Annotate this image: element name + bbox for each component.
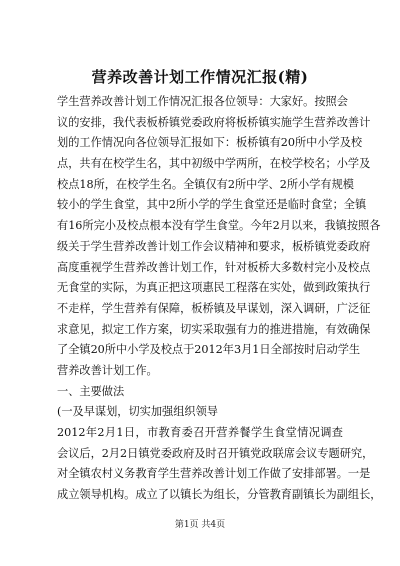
text-line: 了全镇20所中小学及校点于2012年3月1日全部按时启动学生 (57, 343, 361, 357)
text-line: 学生营养改善计划工作情况汇报各位领导：大家好。按照会 (57, 95, 348, 108)
text-line: 对全镇农村义务教育学生营养改善计划工作做了安排部署。一是 (57, 467, 371, 481)
text-line: 营养改善计划工作。 (57, 363, 158, 377)
text-line: 级关于学生营养改善计划工作会议精神和要求，板桥镇党委政府 (57, 239, 371, 253)
text-line: 求意见，拟定工作方案，切实采取强有力的推进措施，有效确保 (57, 322, 371, 336)
text-line: 议的安排，我代表板桥镇党委政府将板桥镇实施学生营养改善计 (57, 115, 371, 129)
text-line: 成立领导机构。成立了以镇长为组长，分管教育副镇长为副组长， (57, 488, 382, 502)
text-line: 不走样，学生营养有保障，板桥镇及早谋划，深入调研，广泛征 (57, 301, 371, 315)
text-line: 2012年2月1日，市教育委召开营养餐学生食堂情况调查 (57, 426, 343, 439)
document-title: 营养改善计划工作情况汇报(精) (91, 68, 309, 86)
text-line: 有16所完小及校点根本没有学生食堂。今年2月以来，我镇按照各 (57, 219, 381, 233)
text-line: 点，共有在校学生名，其中初级中学两所，在校学校名；小学及 (57, 157, 371, 171)
document-body (57, 92, 382, 506)
text-line: 校点18所，在校学生名。全镇仅有2所中学、2所小学有规模 (57, 177, 354, 191)
page-footer: 第1页 共4页 (174, 520, 226, 530)
text-line: 高度重视学生营养改善计划工作，针对板桥大多数村完小及校点 (57, 260, 371, 274)
text-line: (一及早谋划，切实加强组织领导 (57, 405, 218, 419)
text-line: 会议后，2月2日镇党委政府及时召开镇党政联席会议专题研究， (57, 446, 374, 460)
text-line: 一、主要做法 (57, 384, 125, 398)
text-line: 较小的学生食堂，其中2所小学的学生食堂还是临时食堂；全镇 (57, 198, 367, 212)
text-line: 划的工作情况向各位领导汇报如下：板桥镇有20所中小学及校 (57, 136, 363, 150)
text-line: 无食堂的实际，为真正把这项惠民工程落在实处，做到政策执行 (57, 281, 371, 295)
